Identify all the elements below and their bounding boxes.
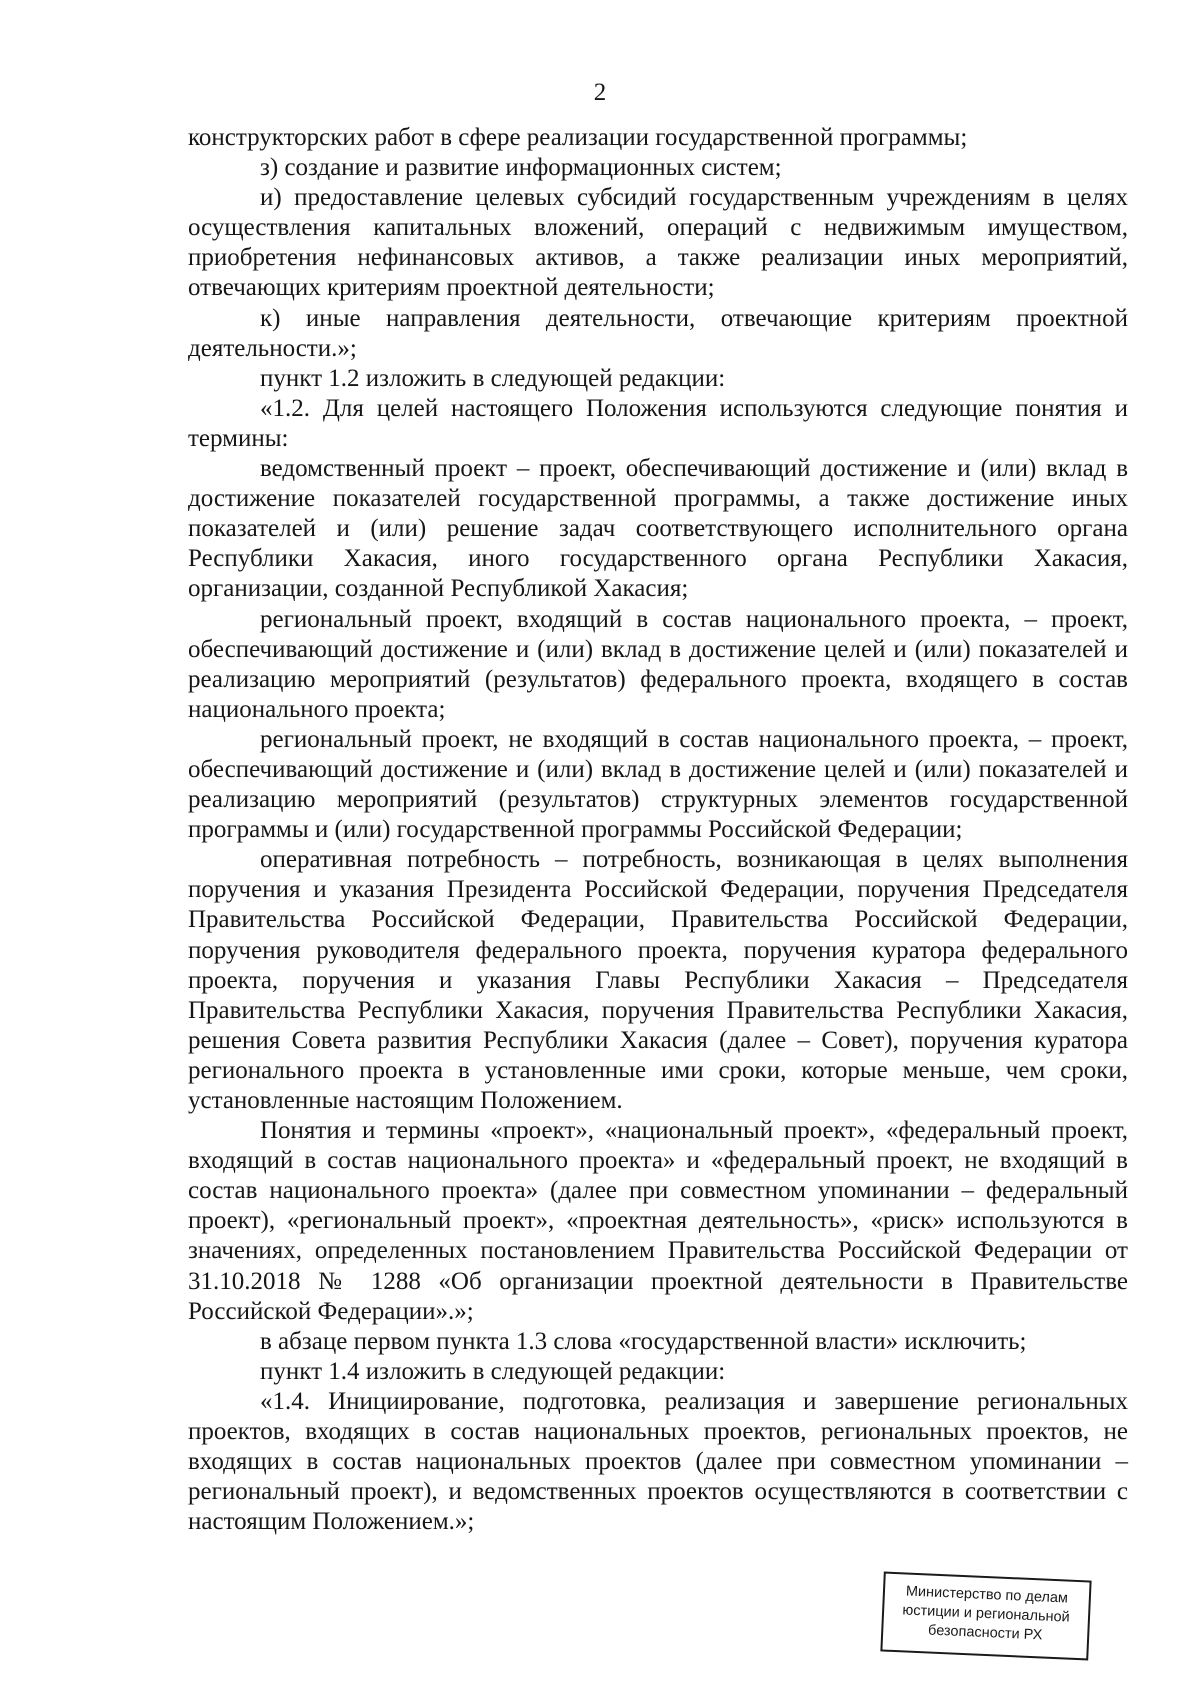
ministry-stamp [880, 1572, 1091, 1661]
paragraph-10: оперативная потребность – потребность, возникающая в целях выполнения поручения и указания Президента Российской Федерации, поручения Председателя Правительства Российской Федерации, Правительства Российской Федерации, поручения руководителя федерального проекта, поручения куратора федерального проекта, поручения и указания Главы Республики Хакасия – Председателя Правительства Республики Хакасия, поручения Правительства Республики Хакасия, решения Совета развития Республики Хакасия (далее – Совет), поручения куратора регионального проекта в установленные ими сроки, которые меньше, чем сроки, установленные настоящим Положением. [188, 846, 1128, 1114]
paragraph-3: и) предоставление целевых субсидий государственным учреждениям в целях осуществления капитальных вложений, операций с недвижимым имуществом, приобретения нефинансовых активов, а также реализации иных мероприятий, отвечающих критериям проектной деятельности; [188, 184, 1128, 302]
stamp-line-3: безопасности РХ [927, 1622, 1043, 1644]
paragraph-1: конструкторских работ в сфере реализации государственной программы; [188, 124, 968, 151]
paragraph-14: «1.4. Инициирование, подготовка, реализация и завершение региональных проектов, входящих в состав национальных проектов, региональных проектов, не входящих в состав национальных проектов (далее при совместном упоминании – региональный проект), и ведомственных проектов осуществляются в соответствии с настоящим Положением.»; [188, 1387, 1128, 1536]
paragraph-5: пункт 1.2 изложить в следующей редакции: [260, 364, 726, 392]
stamp-line-1: Министерство по делам [905, 1583, 1069, 1607]
paragraph-9: региональный проект, не входящий в состав национального проекта, – проект, обеспечивающий достижение и (или) вклад в достижение целей и (или) показателей и реализацию мероприятий (результатов) структурных элементов государственной программы и (или) государственной программы Российской Федерации; [188, 725, 1128, 844]
page-number: 2 [593, 79, 607, 106]
paragraph-6: «1.2. Для целей настоящего Положения используются следующие понятия и термины: [188, 394, 1128, 452]
paragraph-13: пункт 1.4 изложить в следующей редакции: [260, 1357, 726, 1385]
document-body [188, 123, 1128, 1537]
paragraph-7: ведомственный проект – проект, обеспечивающий достижение и (или) вклад в достижение показателей государственной программы, а также достижение иных показателей и (или) решение задач соответствующего исполнительного органа Республики Хакасия, иного государственного органа Республики Хакасия, организации, созданной Республикой Хакасия; [188, 455, 1128, 603]
paragraph-12: в абзаце первом пункта 1.3 слова «государственной власти» исключить; [260, 1327, 1027, 1355]
paragraph-8: региональный проект, входящий в состав национального проекта, – проект, обеспечивающий достижение и (или) вклад в достижение целей и (или) показателей и реализацию мероприятий (результатов) федерального проекта, входящего в состав национального проекта; [188, 605, 1128, 723]
paragraph-2: з) создание и развитие информационных систем; [260, 154, 782, 182]
stamp-line-2: юстиции и региональной [902, 1602, 1071, 1626]
paragraph-11: Понятия и термины «проект», «национальный проект», «федеральный проект, входящий в состав национального проекта» и «федеральный проект, не входящий в состав национального проекта» (далее при совместном упоминании – федеральный проект), «региональный проект», «проектная деятельность», «риск» используются в значениях, определенных постановлением Правительства Российской Федерации от 31.10.2018 № 1288 «Об организации проектной деятельности в Правительстве Российской Федерации».»; [188, 1117, 1128, 1325]
paragraph-4: к) иные направления деятельности, отвечающие критериям проектной деятельности.»; [188, 304, 1128, 362]
